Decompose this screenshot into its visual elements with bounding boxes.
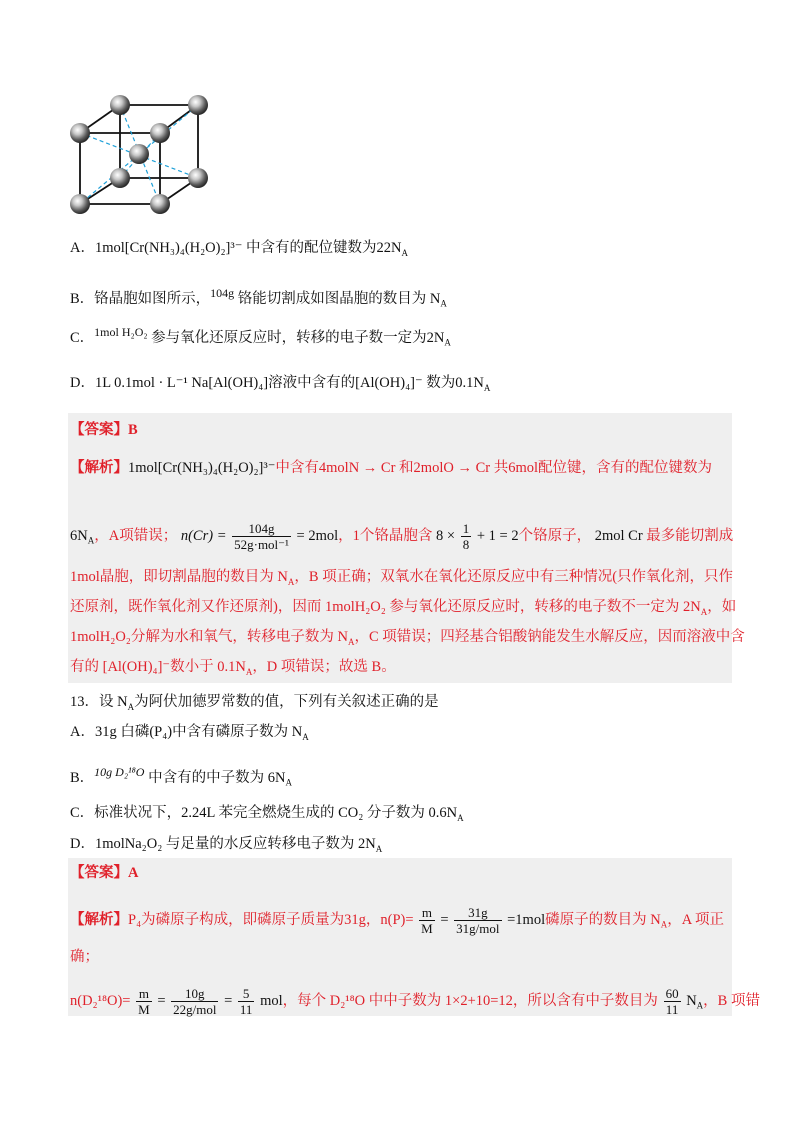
q12-analysis-line-3: 1mol晶胞，即切割晶胞的数目为 $N_A$，B 项正确；双氧水在氧化还原反应中有三种情况(只作氧化剂，只作 <box>70 569 734 587</box>
q12-option-b: B．铬晶胞如图所示，$^{104g}$ 铬能切割成如图晶胞的数目为 $N_A$ <box>70 286 447 309</box>
q13-analysis-line-1: 【解析】P₄为磷原子构成，即磷原子质量为31g，n(P)= $\frac{m}{M}$ = $\frac{31g}{\text{31g/mol}}$ =1mol磷原子的数目为 $N_A$，A 项正 <box>70 905 725 936</box>
q12-analysis-line-6: 有的 [Al(OH)₄]⁻数小于 $0.1N_A$，D 项错误；故选 B。 <box>70 659 396 677</box>
q13-option-d: D．1molNa₂O₂ 与足量的水反应转移电子数为 $2N_A$ <box>70 836 383 854</box>
q12-analysis-line-1: 【解析】1mol[Cr(NH₃)₄(H₂O)₂]³⁻中含有4molN → Cr 和2molO → Cr 共6mol配位键，含有的配位键数为 <box>70 460 713 476</box>
bcc-unit-cell-figure <box>66 88 216 220</box>
q13-analysis-line-2: 确； <box>70 949 99 965</box>
q13-stem: 13．设 $N_A$为阿伏加德罗常数的值，下列有关叙述正确的是 <box>70 694 439 712</box>
q12-analysis-line-2: $6N_A$，A项错误； n(Cr) = $\frac{104g}{\text{52g·mol⁻¹}}$ = 2mol，1个铬晶胞含 8 × $\frac{1}{8}$ + 1 = 2个铬原子， 2mol Cr 最多能切割成 <box>70 521 734 552</box>
q13-option-c: C．标准状况下，2.24L 苯完全燃烧生成的 CO₂ 分子数为 $0.6N_A$ <box>70 805 464 823</box>
q13-analysis-line-3: n(D₂¹⁸O)= $\frac{m}{M}$ = $\frac{10g}{\text{22g/mol}}$ = $\frac{5}{11}$ mol，每个 D₂¹⁸O 中中子数为 1×2+10=12，所以含有中子数目为 $\frac{60}{11}$ $N_A$，B 项错 <box>70 986 760 1017</box>
q13-option-a: A．31g 白磷(P₄)中含有磷原子数为 $N_A$ <box>70 724 309 742</box>
q12-option-a: A．1mol[Cr(NH₃)₄(H₂O)₂]³⁻ 中含有的配位键数为$22N_A$ <box>70 240 408 258</box>
q12-option-c: C．$^{1mol H_2O_2}$ 参与氧化还原反应时，转移的电子数一定为$2N_A$ <box>70 325 451 348</box>
q13-option-b: B．$^{10g D_2^{18}O}$ 中含有的中子数为 $6N_A$ <box>70 765 292 788</box>
q12-option-d: D．1L 0.1mol · L⁻¹ Na[Al(OH)₄]溶液中含有的[Al(OH)₄]⁻ 数为$0.1N_A$ <box>70 375 491 393</box>
q13-answer-label: 【答案】A <box>70 865 139 881</box>
q12-analysis-line-5: 1molH₂O₂分解为水和氧气，转移电子数为 $N_A$，C 项错误；四羟基合铝酸钠能发生水解反应，因而溶液中含 <box>70 629 745 647</box>
q12-answer-label: 【答案】B <box>70 422 138 438</box>
q12-analysis-line-4: 还原剂，既作氧化剂又作还原剂)，因而 1molH₂O₂ 参与氧化还原反应时，转移的电子数不一定为 $2N_A$，如 <box>70 599 737 617</box>
